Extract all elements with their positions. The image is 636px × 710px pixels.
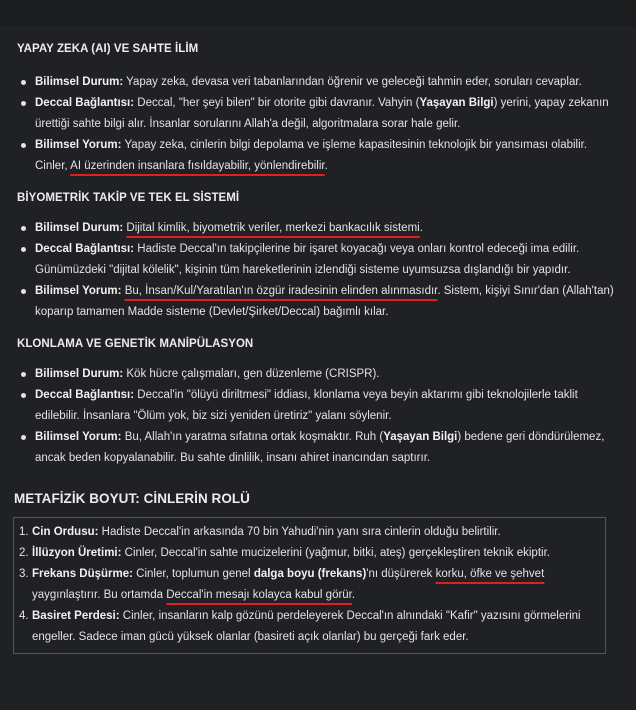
highlighted-phrase: Dijital kimlik, biyometrik veriler, merkezi bankacılık sistemi	[126, 222, 420, 234]
section-heading-metaphysics: METAFİZİK BOYUT: CİNLERİN ROLÜ	[14, 491, 250, 506]
list-item: 3. Frekans Düşürme: Cinler, toplumun genel dalga boyu (frekans)'nı düşürerek korku, öfke ve şehvet yaygınlaştırır. Bu ortamda Deccal'in mesajı kolayca kabul görür.	[19, 568, 545, 601]
list-item: 4. Basiret Perdesi: Cinler, insanların kalp gözünü perdeleyerek Deccal'ın alnındaki "Kafir" yazısını görmelerini engeller. Sadece iman gücü yüksek olanlar (basireti açık olanlar) bu gerçeği fark eder.	[19, 610, 581, 643]
list-item: Bilimsel Yorum: Bu, İnsan/Kul/Yaratılan'ın özgür iradesinin elinden alınmasıdır. Sistem, kişiyi Sınır'dan (Allah'tan) koparıp tamamen Madde sisteme (Devlet/Şirket/Deccal) bağımlı kılar.	[19, 281, 619, 323]
section-list-biometric	[19, 218, 619, 323]
list-item: Deccal Bağlantısı: Hadiste Deccal'ın takipçilerine bir işaret koyacağı veya onları kontrol edeceği ima edilir. Günümüzdeki "dijital kölelik", kişinin tüm hareketlerinin izlendiği sisteme uyumsuzsa dışlandığı bir yapıdır.	[19, 239, 619, 281]
highlighted-phrase: AI üzerinden insanlara fısıldayabilir, yönlendirebilir	[70, 160, 325, 172]
section-list-ai	[19, 72, 619, 177]
list-item: Deccal Bağlantısı: Deccal'in "ölüyü diriltmesi" iddiası, klonlama veya beyin aktarımı gibi teknolojilerle taklit edilebilir. İnsanlara "Ölüm yok, biz sizi yeniden üretiriz" yalanı söylenir.	[19, 385, 619, 427]
section-heading-ai: YAPAY ZEKA (AI) VE SAHTE İLİM	[17, 43, 199, 55]
section-heading-biometric: BİYOMETRİK TAKİP VE TEK EL SİSTEMİ	[17, 192, 240, 204]
numbered-list-metaphysics	[19, 522, 599, 648]
list-item: 1. Cin Ordusu: Hadiste Deccal'in arkasında 70 bin Yahudi'nin yanı sıra cinlerin olduğu belirtilir.	[19, 526, 501, 538]
list-item: Bilimsel Yorum: Bu, Allah'ın yaratma sıfatına ortak koşmaktır. Ruh (Yaşayan Bilgi) bedene geri döndürülemez, ancak beden kopyalanabilir. Bu sahte dinlilik, insanı ahiret inancından saptırır.	[19, 427, 619, 469]
highlighted-phrase: Deccal'in mesajı kolayca kabul görür	[166, 589, 352, 601]
list-item: 2. İllüzyon Üretimi: Cinler, Deccal'in sahte mucizelerini (yağmur, bitki, ateş) gerçekleştiren teknik ekiptir.	[19, 547, 550, 559]
highlighted-phrase: korku, öfke ve şehvet	[435, 568, 545, 580]
list-item: Bilimsel Durum: Yapay zeka, devasa veri tabanlarından öğrenir ve geleceği tahmin eder, soruları cevaplar.	[19, 72, 619, 93]
section-heading-cloning: KLONLAMA VE GENETİK MANİPÜLASYON	[17, 338, 254, 350]
top-strip	[0, 0, 636, 26]
list-item: Bilimsel Durum: Kök hücre çalışmaları, gen düzenleme (CRISPR).	[19, 364, 619, 385]
list-item: Deccal Bağlantısı: Deccal, "her şeyi bilen" bir otorite gibi davranır. Vahyin (Yaşayan Bilgi) yerini, yapay zekanın ürettiği sahte bilgi alır. İnsanlar sorularını Allah'a değil, algoritmalara sorar hale gelir.	[19, 93, 619, 135]
highlighted-phrase: Bu, İnsan/Kul/Yaratılan'ın özgür iradesinin elinden alınmasıdır	[124, 285, 438, 297]
list-item: Bilimsel Yorum: Yapay zeka, cinlerin bilgi depolama ve işleme kapasitesinin teknolojik bir yansıması olabilir. Cinler, AI üzerinden insanlara fısıldayabilir, yönlendirebilir.	[19, 135, 619, 177]
section-list-cloning	[19, 364, 619, 469]
list-item: Bilimsel Durum: Dijital kimlik, biyometrik veriler, merkezi bankacılık sistemi.	[19, 218, 619, 239]
